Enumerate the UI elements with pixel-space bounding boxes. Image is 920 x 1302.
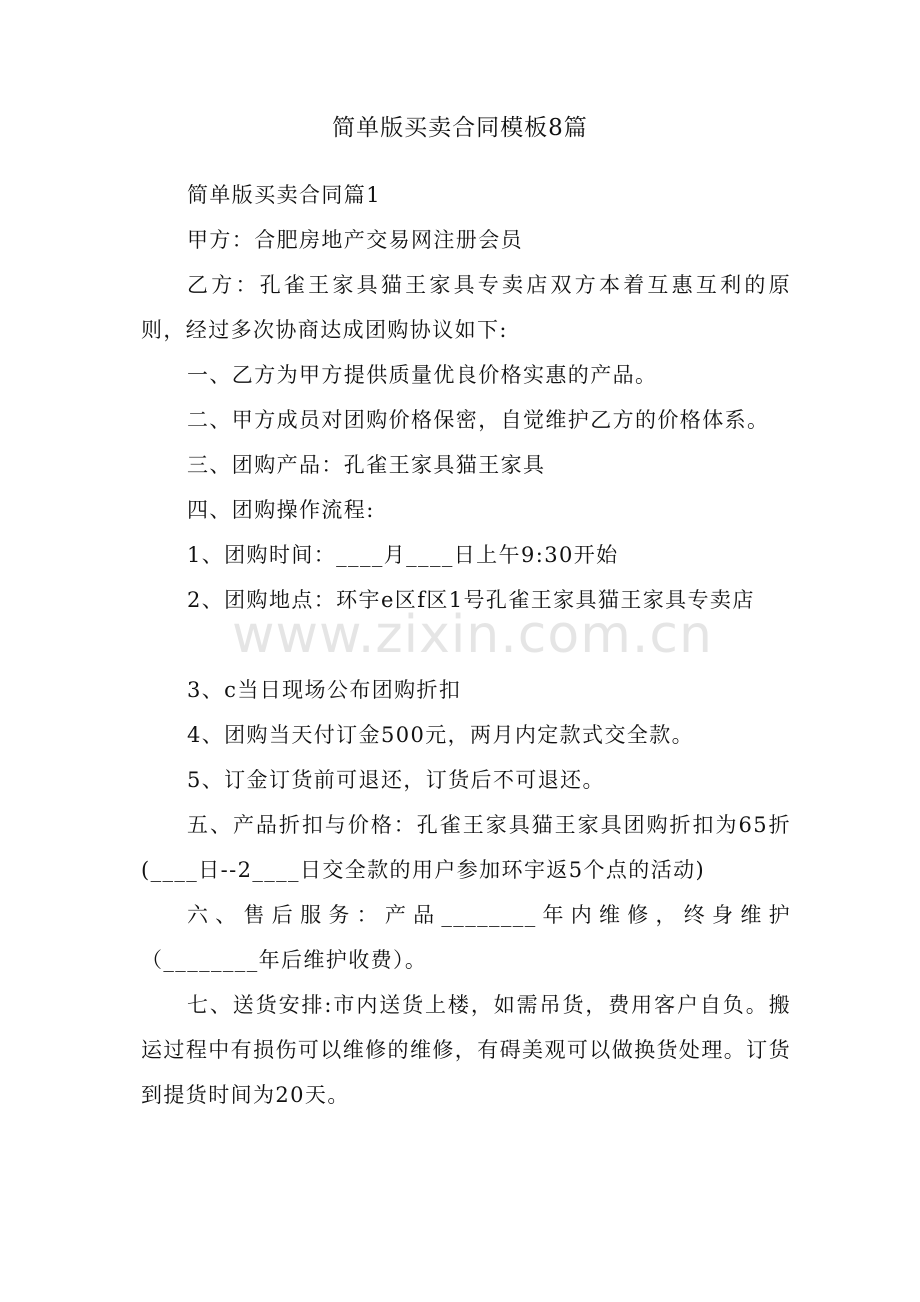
clause-4-heading: 四、团购操作流程: (187, 498, 375, 522)
party-a-line: 甲方：合肥房地产交易网注册会员 (187, 228, 523, 252)
clause-1: 一、乙方为甲方提供质量优良价格实惠的产品。 (187, 363, 658, 387)
clause-4-item-5: 5、订金订货前可退还，订货后不可退还。 (187, 768, 605, 792)
clause-4-item-2: 2、团购地点：环宇e区f区1号孔雀王家具猫王家具专卖店 (187, 588, 755, 612)
watermark: www.zixin.com.cn (232, 605, 713, 665)
clause-4-item-4: 4、团购当天付订金500元，两月内定款式交全款。 (187, 723, 695, 747)
clause-4-item-1: 1、团购时间：____月____日上午9:30开始 (187, 543, 619, 567)
clause-2: 二、甲方成员对团购价格保密，自觉维护乙方的价格体系。 (187, 408, 770, 432)
document-title: 简单版买卖合同模板8篇 (332, 115, 588, 141)
clause-4-item-3: 3、c当日现场公布团购折扣 (187, 678, 462, 702)
section-heading: 简单版买卖合同篇1 (187, 183, 381, 207)
clause-6: 六、售后服务：产品________年内维修，终身维护（________年后维护收费）。 (141, 903, 791, 972)
clause-7: 七、送货安排:市内送货上楼，如需吊货，费用客户自负。搬运过程中有损伤可以维修的维修，有碍美观可以做换货处理。订货到提货时间为20天。 (141, 993, 791, 1107)
clause-5: 五、产品折扣与价格：孔雀王家具猫王家具团购折扣为65折(____日--2____日交全款的用户参加环宇返5个点的活动) (141, 813, 791, 882)
party-b-paragraph: 乙方：孔雀王家具猫王家具专卖店双方本着互惠互利的原则，经过多次协商达成团购协议如下: (141, 273, 791, 342)
clause-3: 三、团购产品：孔雀王家具猫王家具 (187, 453, 546, 477)
